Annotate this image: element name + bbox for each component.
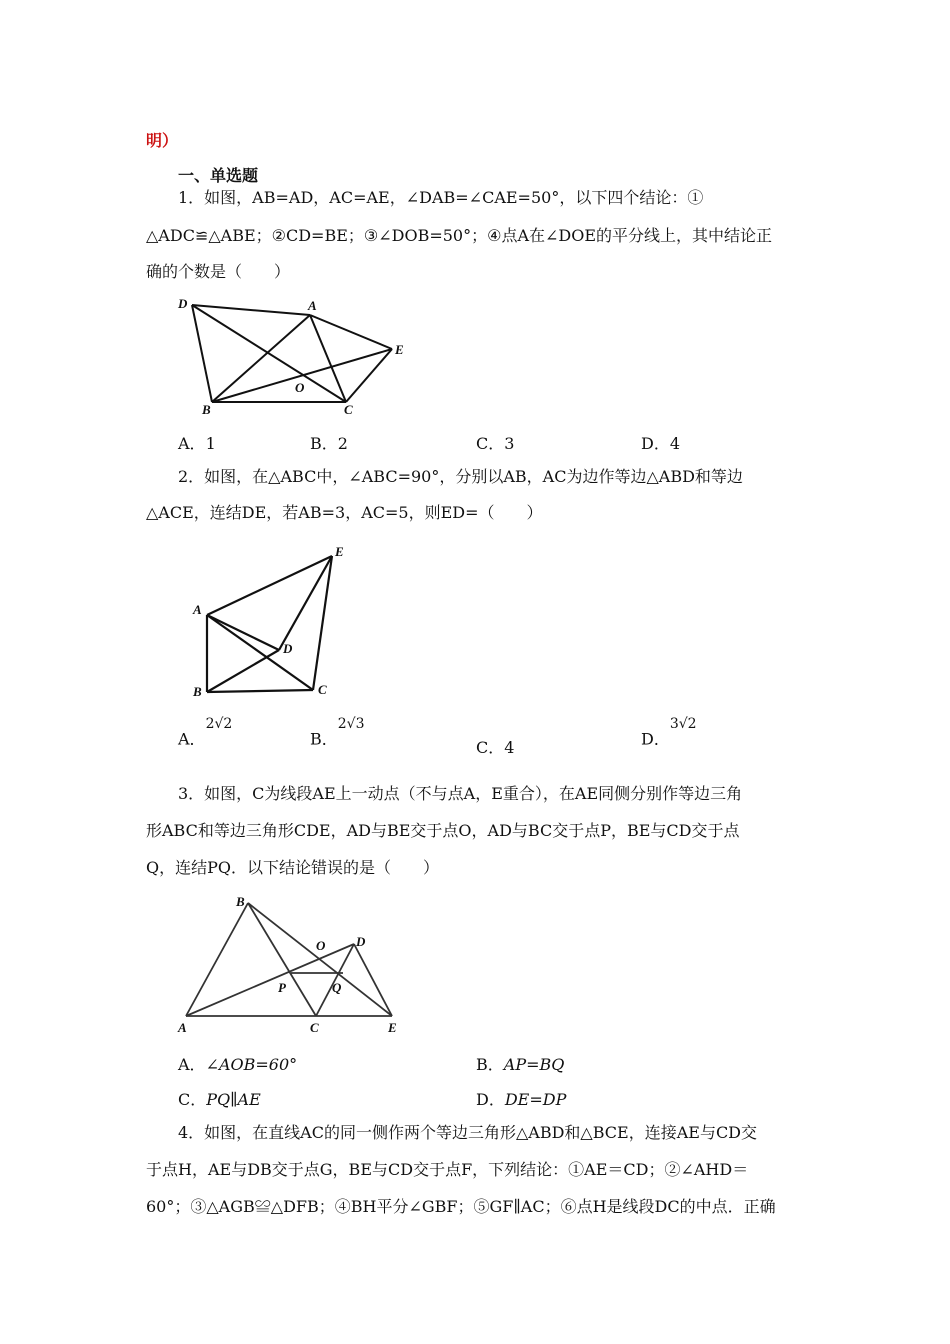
q3-line-1: 3．如图，C为线段AE上一动点（不与点A，E重合），在AE同侧分别作等边三角 <box>178 784 743 803</box>
q1-segment-da <box>192 305 310 315</box>
q3-option-c-value: PQ∥AE <box>206 1090 261 1109</box>
q3-option-b[interactable] <box>476 1052 564 1075</box>
q1-line-2: △ADC≌△ABE；②CD=BE；③∠DOB=50°；④点A在∠DOE的平分线上，其中结论正 <box>146 226 773 245</box>
q2-option-c-key: C． <box>476 738 505 757</box>
q3-segment-de <box>354 944 392 1016</box>
q1-option-a-key: A． <box>178 434 206 453</box>
q3-figure <box>170 888 410 1038</box>
q2-label-d: D <box>283 641 293 656</box>
section-title: 一、单选题 <box>178 166 259 185</box>
q2-label-c: C <box>318 682 327 697</box>
q3-label-o: O <box>316 938 326 953</box>
q4-line-1: 4．如图，在直线AC的同一侧作两个等边三角形△ABD和△BCE，连接AE与CD交 <box>178 1123 758 1142</box>
q3-line-3: Q，连结PQ．以下结论错误的是（ ） <box>146 858 440 877</box>
q3-label-e: E <box>388 1020 397 1035</box>
q2-line-2: △ACE，连结DE，若AB=3，AC=5，则ED=（ ） <box>146 503 543 522</box>
q2-segment-ae <box>207 556 332 615</box>
q3-segment-ab <box>186 903 248 1016</box>
q4-line-3: 60°；③△AGB≌△DFB；④BH平分∠GBF；⑤GF∥AC；⑥点H是线段DC的中点．正确 <box>146 1197 776 1216</box>
q1-option-d-key: D． <box>641 434 670 453</box>
q3-segment-be <box>248 903 392 1016</box>
q2-label-a: A <box>193 602 202 617</box>
q3-option-a-key: A． <box>178 1055 206 1074</box>
q4-line-2: 于点H，AE与DB交于点G，BE与CD交于点F，下列结论：①AE＝CD；②∠AHD＝ <box>146 1160 749 1179</box>
q2-option-b-key: B． <box>310 729 338 749</box>
q2-label-e: E <box>335 544 344 559</box>
q3-segment-ad <box>186 944 354 1016</box>
q2-segment-ac <box>207 615 313 690</box>
q1-label-e: E <box>395 342 404 357</box>
q3-label-a: A <box>178 1020 187 1035</box>
q2-option-a-key: A． <box>178 729 206 749</box>
q1-option-c-value: 3 <box>504 434 515 453</box>
q3-label-q: Q <box>332 980 342 995</box>
q3-line-2: 形ABC和等边三角形CDE，AD与BE交于点O，AD与BC交于点P，BE与CD交于点 <box>146 821 740 840</box>
header-fragment: 明） <box>146 131 179 150</box>
q3-label-c: C <box>310 1020 319 1035</box>
q1-option-b-key: B． <box>310 434 338 453</box>
q3-option-d[interactable] <box>476 1087 566 1110</box>
q2-option-c-value: 4 <box>504 738 515 757</box>
q3-segment-bc <box>248 903 316 1016</box>
q2-option-a-value: 2√2 <box>205 716 233 732</box>
q1-label-o: O <box>295 380 305 395</box>
q2-segment-ec <box>313 556 332 690</box>
q3-option-b-key: B． <box>476 1055 504 1074</box>
q2-segment-ad <box>207 615 279 650</box>
q3-option-a[interactable] <box>178 1052 297 1075</box>
q1-label-b: B <box>202 402 211 417</box>
q3-label-d: D <box>356 934 366 949</box>
q2-option-d-key: D． <box>641 729 670 749</box>
q3-label-p: P <box>278 980 286 995</box>
q3-option-d-value: DE=DP <box>504 1090 567 1109</box>
q2-segment-bc <box>207 690 313 692</box>
q2-option-c[interactable] <box>476 735 514 758</box>
q1-option-b-value: 2 <box>337 434 348 453</box>
q1-option-d[interactable] <box>641 431 680 454</box>
q1-option-c-key: C． <box>476 434 505 453</box>
q3-option-d-key: D． <box>476 1090 505 1109</box>
q3-option-b-value: AP=BQ <box>503 1055 565 1074</box>
q2-option-d[interactable] <box>641 716 697 749</box>
q2-label-b: B <box>193 684 202 699</box>
q2-option-a[interactable] <box>178 716 233 749</box>
q3-option-c[interactable] <box>178 1087 261 1110</box>
q2-segment-bd <box>207 650 279 692</box>
q1-figure <box>170 292 410 417</box>
q3-option-c-key: C． <box>178 1090 207 1109</box>
q3-label-b: B <box>236 894 245 909</box>
q1-label-c: C <box>344 402 353 417</box>
q1-line-1: 1．如图，AB=AD，AC=AE，∠DAB=∠CAE=50°，以下四个结论：① <box>178 188 704 207</box>
q2-line-1: 2．如图，在△ABC中，∠ABC=90°，分别以AB，AC为边作等边△ABD和等边 <box>178 467 743 486</box>
q1-option-b[interactable] <box>310 431 348 454</box>
q2-segment-ed <box>279 556 332 650</box>
q1-line-3: 确的个数是（ ） <box>146 262 291 281</box>
q1-segment-ce <box>346 349 392 402</box>
q1-option-a[interactable] <box>178 431 216 454</box>
q1-label-a: A <box>308 298 317 313</box>
q1-label-d: D <box>178 296 188 311</box>
q2-figure <box>185 540 355 705</box>
q2-option-b[interactable] <box>310 716 365 749</box>
q3-option-a-value: ∠AOB=60° <box>205 1055 298 1074</box>
q1-option-a-value: 1 <box>205 434 216 453</box>
q2-option-b-value: 2√3 <box>337 716 365 732</box>
q1-segment-db <box>192 305 212 402</box>
q1-option-c[interactable] <box>476 431 514 454</box>
q2-option-d-value: 3√2 <box>669 716 697 732</box>
q1-option-d-value: 4 <box>669 434 681 453</box>
